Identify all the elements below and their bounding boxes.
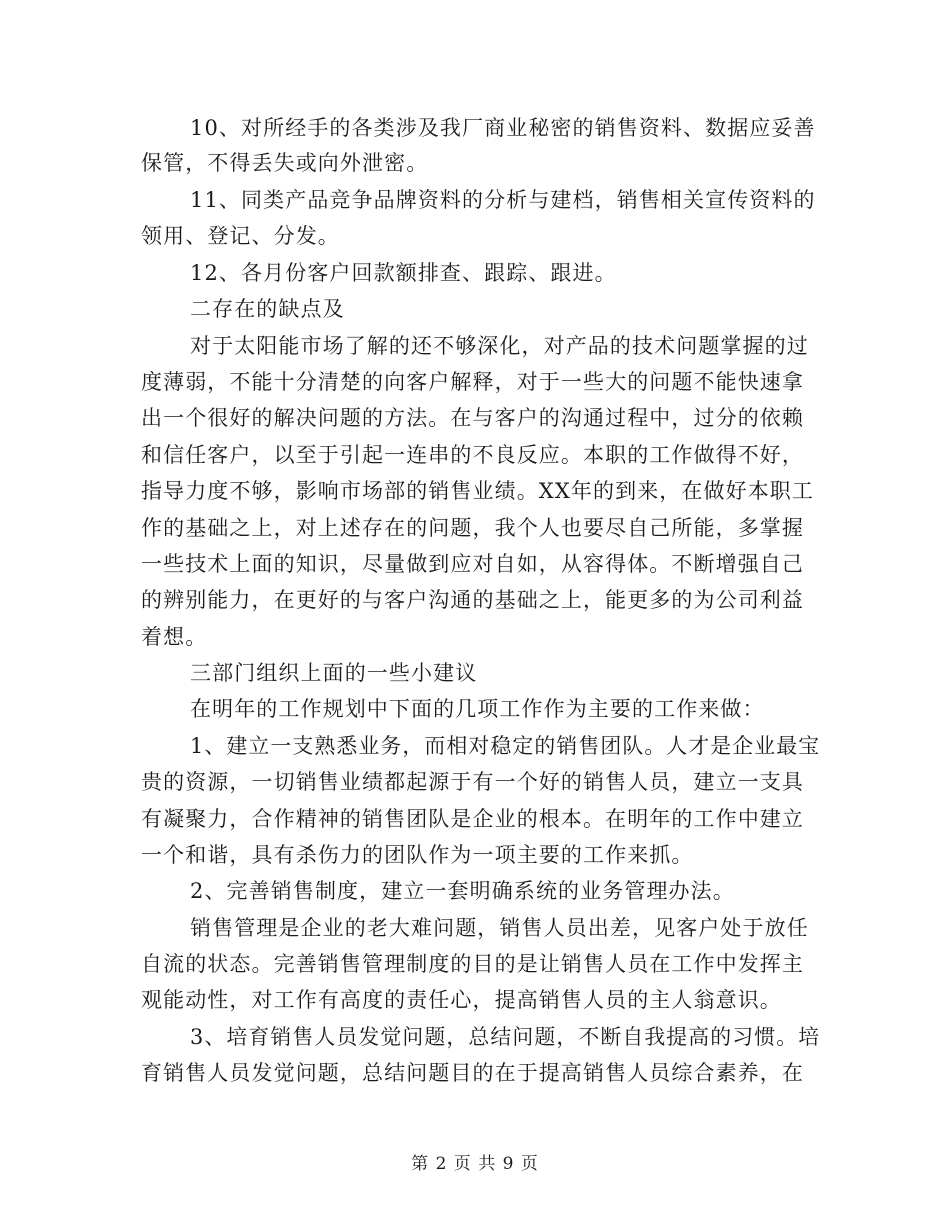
text-line: 和信任客户，以至于引起一连串的不良反应。本职的工作做得不好，: [141, 443, 804, 467]
text-line: 11、同类产品竞争品牌资料的分析与建档，销售相关宣传资料的: [190, 188, 816, 212]
text-line: 作的基础之上，对上述存在的问题，我个人也要尽自己所能，多掌握: [141, 516, 804, 540]
text-line: 育销售人员发觉问题，总结问题目的在于提高销售人员综合素养，在: [141, 1061, 804, 1085]
text-line: 着想。: [141, 625, 208, 649]
text-line: 销售管理是企业的老大难问题，销售人员出差，见客户处于放任: [190, 916, 809, 940]
text-line: 的辨别能力，在更好的与客户沟通的基础之上，能更多的为公司利益: [141, 588, 804, 612]
text-line: 领用、登记、分发。: [141, 224, 340, 248]
text-line: 10、对所经手的各类涉及我厂商业秘密的销售资料、数据应妥善: [190, 116, 816, 140]
text-line: 有凝聚力，合作精神的销售团队是企业的根本。在明年的工作中建立: [141, 807, 804, 831]
text-line: 观能动性，对工作有高度的责任心，提高销售人员的主人翁意识。: [141, 988, 782, 1012]
section-heading: 二存在的缺点及: [190, 297, 345, 321]
text-line: 指导力度不够，影响市场部的销售业绩。XX年的到来，在做好本职工: [141, 479, 814, 503]
text-line: 1、建立一支熟悉业务，而相对稳定的销售团队。人才是企业最宝: [190, 734, 821, 758]
text-line: 一些技术上面的知识，尽量做到应对自如，从容得体。不断增强自己: [141, 552, 804, 576]
text-line: 对于太阳能市场了解的还不够深化，对产品的技术问题掌握的过: [190, 334, 809, 358]
text-line: 一个和谐，具有杀伤力的团队作为一项主要的工作来抓。: [141, 843, 694, 867]
text-line: 出一个很好的解决问题的方法。在与客户的沟通过程中，过分的依赖: [141, 406, 804, 430]
text-line: 2、完善销售制度，建立一套明确系统的业务管理办法。: [190, 879, 735, 903]
section-heading: 三部门组织上面的一些小建议: [190, 661, 478, 685]
text-line: 保管，不得丢失或向外泄密。: [141, 151, 429, 175]
text-line: 贵的资源，一切销售业绩都起源于有一个好的销售人员，建立一支具: [141, 770, 804, 794]
text-line: 12、各月份客户回款额排查、跟踪、跟进。: [190, 261, 617, 285]
text-line: 3、培育销售人员发觉问题，总结问题，不断自我提高的习惯。培: [190, 1025, 821, 1049]
text-line: 度薄弱，不能十分清楚的向客户解释，对于一些大的问题不能快速拿: [141, 370, 804, 394]
text-line: 自流的状态。完善销售管理制度的目的是让销售人员在工作中发挥主: [141, 952, 804, 976]
text-line: 在明年的工作规划中下面的几项工作作为主要的工作来做：: [190, 697, 765, 721]
page-number-footer: 第 2 页 共 9 页: [411, 1154, 539, 1174]
